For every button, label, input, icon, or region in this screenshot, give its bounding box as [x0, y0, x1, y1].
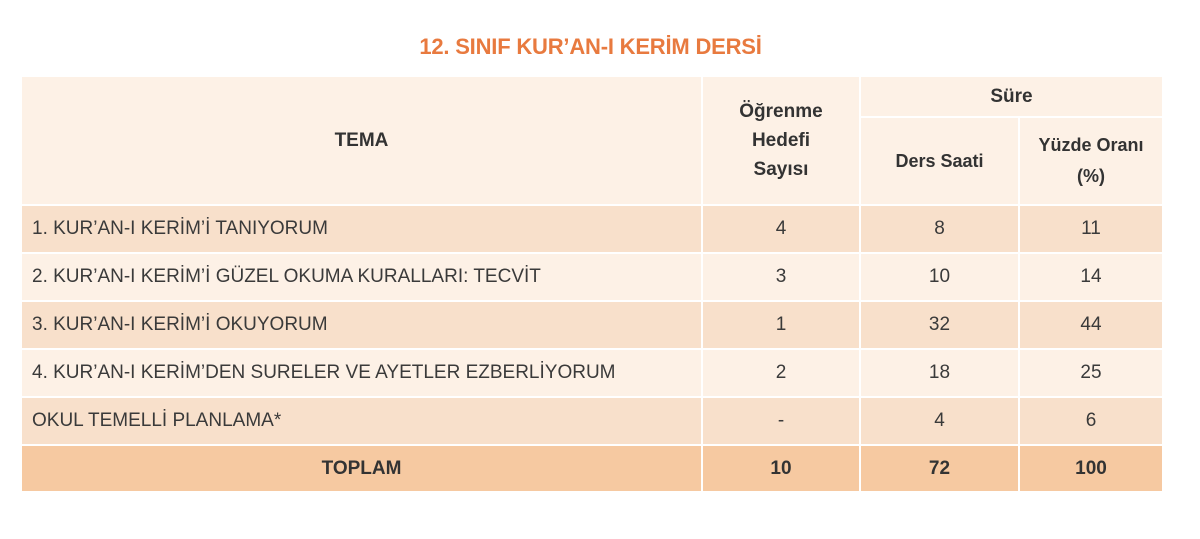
- total-row: [21, 445, 1163, 492]
- table-row: [21, 397, 1163, 445]
- table-row: [21, 301, 1163, 349]
- tema-cell: 3. KUR’AN-I KERİM’İ OKUYORUM: [21, 301, 702, 349]
- hedef-cell: 1: [702, 301, 860, 349]
- header-sure: Süre: [860, 76, 1163, 117]
- tema-cell: 2. KUR’AN-I KERİM’İ GÜZEL OKUMA KURALLARI: TECVİT: [21, 253, 702, 301]
- saat-cell: 4: [860, 397, 1019, 445]
- yuzde-cell: 6: [1019, 397, 1163, 445]
- table-row: [21, 205, 1163, 253]
- saat-cell: 32: [860, 301, 1019, 349]
- total-hedef: 10: [702, 445, 860, 492]
- curriculum-table: [20, 75, 1164, 493]
- total-label: TOPLAM: [21, 445, 702, 492]
- header-hedef-sayisi: [702, 76, 860, 205]
- header-ders-saati: Ders Saati: [860, 117, 1019, 205]
- hedef-cell: 3: [702, 253, 860, 301]
- yuzde-cell: 25: [1019, 349, 1163, 397]
- table-row: [21, 349, 1163, 397]
- hedef-cell: 2: [702, 349, 860, 397]
- header-hedef-line2: Hedefi: [751, 130, 811, 151]
- saat-cell: 8: [860, 205, 1019, 253]
- header-yuzde-line2: (%): [1077, 166, 1105, 186]
- yuzde-cell: 11: [1019, 205, 1163, 253]
- tema-cell: 1. KUR’AN-I KERİM’İ TANIYORUM: [21, 205, 702, 253]
- hedef-cell: -: [702, 397, 860, 445]
- header-tema: TEMA: [21, 76, 702, 205]
- header-hedef-line3: Sayısı: [753, 159, 809, 180]
- total-yuzde: 100: [1019, 445, 1163, 492]
- yuzde-cell: 44: [1019, 301, 1163, 349]
- saat-cell: 10: [860, 253, 1019, 301]
- header-yuzde-line1: Yüzde Oranı: [1038, 135, 1144, 155]
- saat-cell: 18: [860, 349, 1019, 397]
- hedef-cell: 4: [702, 205, 860, 253]
- tema-cell: 4. KUR’AN-I KERİM’DEN SURELER VE AYETLER EZBERLİYORUM: [21, 349, 702, 397]
- page-title: 12. SINIF KUR’AN-I KERİM DERSİ: [419, 34, 762, 59]
- yuzde-cell: 14: [1019, 253, 1163, 301]
- total-saat: 72: [860, 445, 1019, 492]
- tema-cell: OKUL TEMELLİ PLANLAMA*: [21, 397, 702, 445]
- table-row: [21, 253, 1163, 301]
- header-yuzde-orani: [1019, 117, 1163, 205]
- header-hedef-line1: Öğrenme: [739, 101, 823, 122]
